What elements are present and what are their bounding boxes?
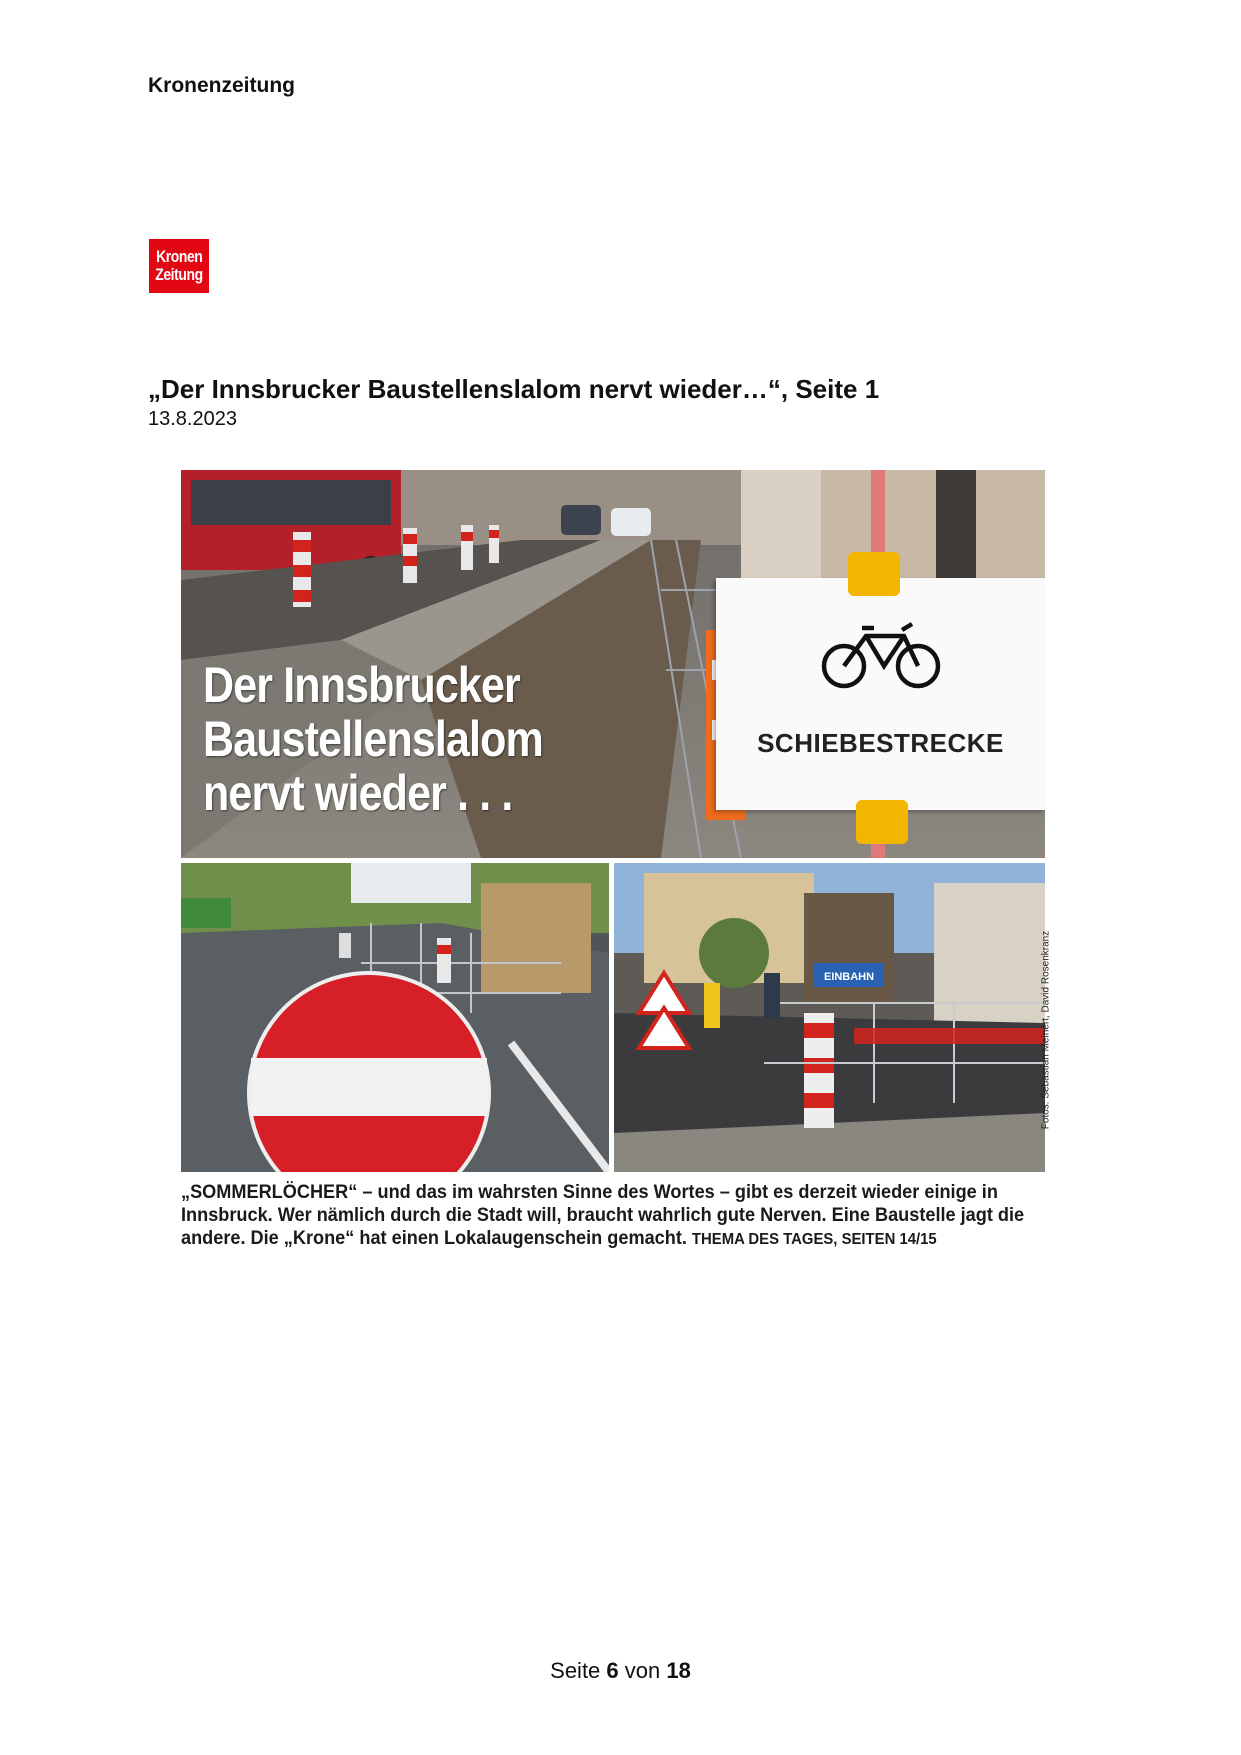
headline-line-2: Baustellenslalom <box>203 711 543 767</box>
headline-line-1: Der Innsbrucker <box>203 657 520 713</box>
footer-prefix: Seite <box>550 1658 607 1683</box>
construction-scene-illustration <box>614 863 1045 1172</box>
logo-line-2: Zeitung <box>155 265 203 284</box>
newspaper-clipping <box>181 470 1052 1260</box>
clipping-headline <box>203 658 543 820</box>
construction-site-photo <box>614 863 1045 1172</box>
caption-page-reference: THEMA DES TAGES, SEITEN 14/15 <box>691 1231 937 1248</box>
caption-kicker: „SOMMERLÖCHER“ <box>181 1181 358 1203</box>
headline-line-3: nervt wieder . . . <box>203 765 513 821</box>
page-footer <box>0 1658 1241 1684</box>
photo-credit: Fotos: Sebastian Meinert, David Rosenkranz <box>1040 930 1052 1130</box>
sign-text: SCHIEBESTRECKE <box>757 728 1004 758</box>
article-date: 13.8.2023 <box>148 408 237 430</box>
main-photo-construction-street <box>181 470 1045 858</box>
caption-body: – und das im wahrsten Sinne des Wortes – gibt es derzeit wieder einige in Innsbruck. Wer nämlich durch die Stadt will, braucht wahrlich gute Nerven. Eine Baustelle jagt die andere. Die „Krone“ hat einen Lokalaugenschein gemacht. <box>181 1181 1025 1249</box>
bicycle-icon <box>716 578 1045 718</box>
logo-line-1: Kronen <box>155 247 203 266</box>
footer-middle: von <box>618 1658 667 1683</box>
no-entry-scene-illustration <box>181 863 609 1172</box>
footer-current-page: 6 <box>606 1658 619 1683</box>
sign-clamp-bottom <box>856 800 908 844</box>
source-name: Kronenzeitung <box>148 74 295 97</box>
street-sign-text: EINBAHN <box>823 971 875 983</box>
bike-push-sign <box>716 578 1045 810</box>
footer-total-pages: 18 <box>666 1658 691 1683</box>
article-title: „Der Innsbrucker Baustellenslalom nervt wieder…“, Seite 1 <box>148 374 880 404</box>
no-entry-sign-photo <box>181 863 609 1172</box>
clipping-caption <box>181 1181 1046 1251</box>
kronen-zeitung-logo <box>149 239 209 293</box>
sign-clamp-top <box>848 552 900 596</box>
